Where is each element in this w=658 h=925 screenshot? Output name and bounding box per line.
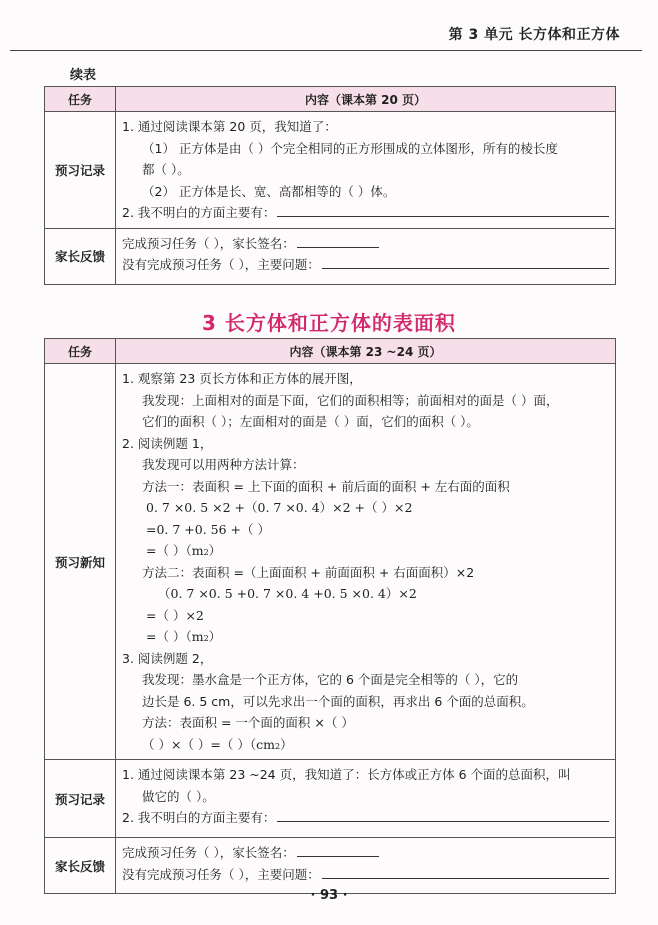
row-content [116, 364, 616, 760]
text-line: 1. 通过阅读课本第 20 页，我知道了： [122, 119, 337, 134]
row-label: 家长反馈 [45, 838, 116, 894]
text-line: 方法一：表面积 = 上下面的面积 + 前后面的面积 + 左右面的面积 [142, 478, 510, 494]
text-line: 1. 通过阅读课本第 23 ~24 页，我知道了：长方体或正方体 6 个面的总面积，叫 [122, 767, 571, 782]
row-content [116, 228, 616, 284]
formula-line: （0. 7 ×0. 5 +0. 7 ×0. 4 +0. 5 ×0. 4）×2 [158, 586, 417, 601]
preview-table-1 [44, 86, 616, 285]
preview-table-2 [44, 338, 616, 894]
table-header-row [45, 339, 616, 364]
continued-label: 续表 [70, 68, 97, 83]
text-span: 完成预习任务（ ），家长签名： [122, 845, 295, 860]
row-content [116, 838, 616, 894]
problem-line[interactable] [322, 864, 609, 879]
text-line: （1） 正方体是由（ ）个完全相同的正方形围成的立体图形，所有的棱长度 [142, 140, 558, 156]
text-line: 做它的（ ）。 [142, 788, 215, 804]
table-row [45, 760, 616, 838]
formula-line: =（ ）（m 2 ） [122, 540, 609, 562]
text-span: 2. 我不明白的方面主要有： [122, 810, 276, 825]
page-header [0, 0, 658, 60]
table-row [45, 228, 616, 284]
row-label: 家长反馈 [45, 228, 116, 284]
text-line: 我发现可以用两种方法计算： [142, 457, 305, 472]
text-line: 边长是 6. 5 cm，可以先求出一个面的面积，再求出 6 个面的总面积。 [142, 693, 534, 709]
answer-line[interactable] [277, 202, 609, 217]
text-span: （ ）×（ ）=（ ）（cm [142, 736, 275, 752]
text-span: =（ ）（m [146, 629, 204, 644]
col-task-header: 任务 [45, 339, 116, 364]
formula-line: =（ ）（m 2 ） [122, 626, 609, 648]
answer-line[interactable] [277, 807, 609, 822]
text-line [122, 202, 609, 224]
formula-line: =0. 7 +0. 56 +（ ） [146, 521, 270, 537]
text-span: 没有完成预习任务（ ），主要问题： [122, 866, 320, 882]
table-row [45, 838, 616, 894]
row-label: 预习记录 [45, 112, 116, 229]
row-content [116, 760, 616, 838]
text-line: 方法：表面积 = 一个面的面积 ×（ ） [142, 715, 354, 730]
row-label: 预习记录 [45, 760, 116, 838]
text-line [122, 842, 609, 864]
text-line: （2） 正方体是长、宽、高都相等的（ ）体。 [142, 183, 396, 199]
signature-line[interactable] [297, 233, 379, 248]
text-line [122, 254, 609, 276]
formula-line: （ ）×（ ）=（ ）（cm 2 ） [122, 734, 609, 756]
table-header-row [45, 87, 616, 112]
formula-line: =（ ）×2 [146, 607, 204, 623]
section-title: 3 长方体和正方体的表面积 [202, 311, 456, 335]
text-line: 3. 阅读例题 2， [122, 650, 213, 666]
table-row [45, 112, 616, 229]
table-row [45, 364, 616, 760]
row-content [116, 112, 616, 229]
signature-line[interactable] [297, 842, 379, 857]
text-line: 2. 阅读例题 1， [122, 435, 213, 451]
page-number: · 93 · [310, 888, 348, 903]
text-line [122, 807, 609, 829]
text-span: =（ ）（m [146, 543, 204, 558]
col-task-header: 任务 [45, 87, 116, 112]
text-line: 我发现：墨水盒是一个正方体，它的 6 个面是完全相等的（ ），它的 [142, 672, 519, 687]
row-label: 预习新知 [45, 364, 116, 760]
header-rule [10, 50, 642, 51]
text-line: 我发现：上面相对的面是下面，它们的面积相等；前面相对的面是（ ）面， [142, 392, 559, 408]
formula-line: 0. 7 ×0. 5 ×2 +（0. 7 ×0. 4）×2 +（ ）×2 [146, 500, 413, 515]
text-line [122, 864, 609, 886]
unit-title: 第 3 单元 长方体和正方体 [448, 27, 620, 43]
text-span: 2. 我不明白的方面主要有： [122, 205, 276, 220]
problem-line[interactable] [322, 254, 609, 269]
text-span: ） [280, 736, 293, 752]
text-line: 1. 观察第 23 页长方体和正方体的展开图， [122, 371, 362, 386]
text-span: 没有完成预习任务（ ），主要问题： [122, 257, 320, 272]
text-span: ） [208, 629, 222, 644]
text-span: 完成预习任务（ ），家长签名： [122, 235, 295, 251]
text-span: ） [208, 543, 222, 558]
text-line: 都（ ）。 [142, 162, 190, 177]
text-line: 方法二：表面积 =（上面面积 + 前面面积 + 右面面积）×2 [142, 564, 475, 580]
text-line: 它们的面积（ ）；左面相对的面是（ ）面，它们的面积（ ）。 [142, 414, 479, 429]
col-content-header: 内容（课本第 20 页） [116, 87, 616, 112]
text-line [122, 233, 609, 255]
col-content-header: 内容（课本第 23 ~24 页） [116, 339, 616, 364]
